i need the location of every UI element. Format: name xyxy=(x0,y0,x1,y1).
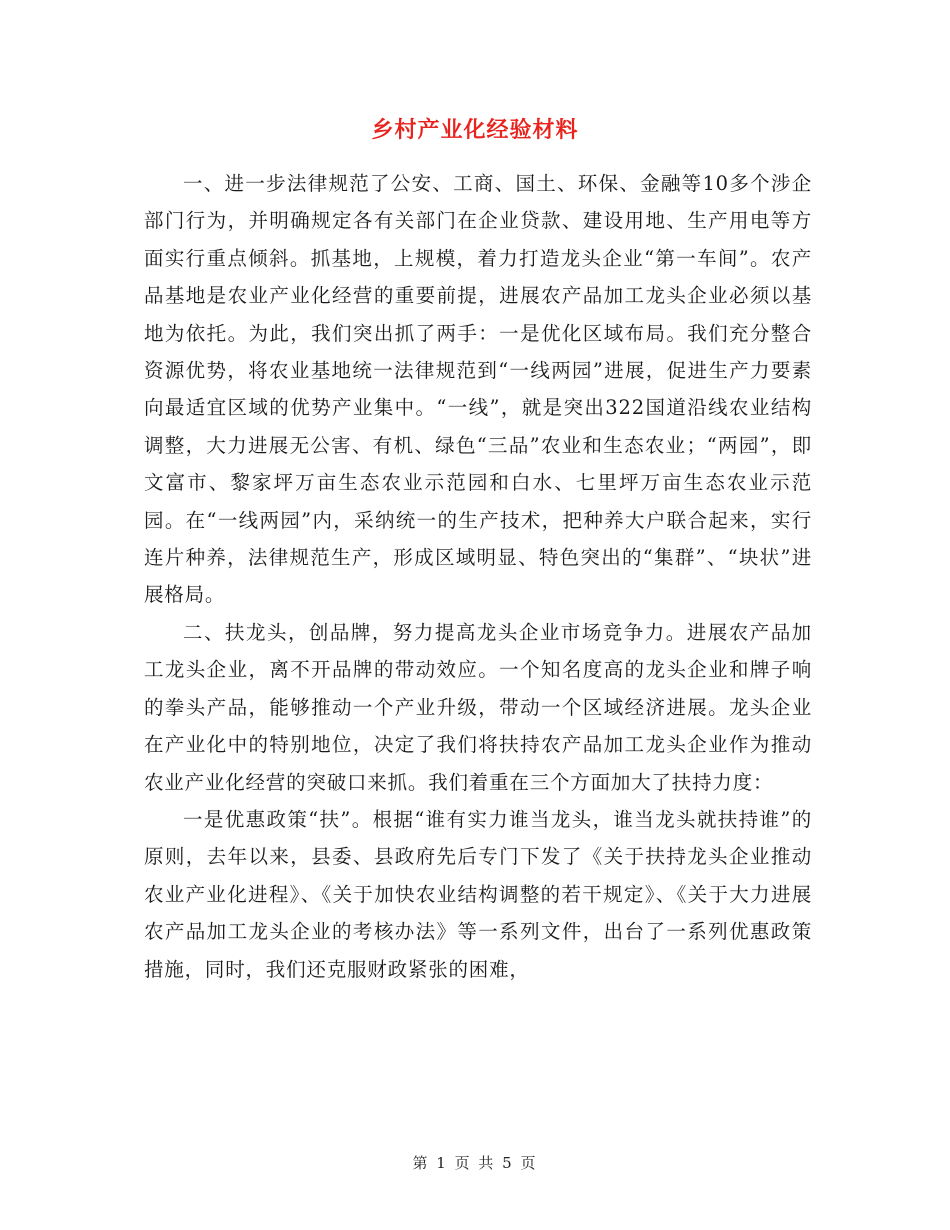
document-body xyxy=(144,165,812,988)
document-title: 乡村产业化经验材料 xyxy=(371,118,579,143)
page-number-footer: 第 1 页 共 5 页 xyxy=(412,1154,538,1172)
paragraph-2: 二、扶龙头，创品牌，努力提高龙头企业市场竞争力。进展农产品加工龙头企业，离不开品牌的带动效应。一个知名度高的龙头企业和牌子响的拳头产品，能够推动一个产业升级，带动一个区域经济进展。龙头企业在产业化中的特别地位，决定了我们将扶持农产品加工龙头企业作为推动农业产业化经营的突破口来抓。我们着重在三个方面加大了扶持力度： xyxy=(144,620,812,794)
paragraph-1: 一、进一步法律规范了公安、工商、国土、环保、金融等10多个涉企部门行为，并明确规定各有关部门在企业贷款、建设用地、生产用电等方面实行重点倾斜。抓基地，上规模，着力打造龙头企业“第一车间”。农产品基地是农业产业化经营的重要前提，进展农产品加工龙头企业必须以基地为依托。为此，我们突出抓了两手：一是优化区域布局。我们充分整合资源优势，将农业基地统一法律规范到“一线两园”进展，促进生产力要素向最适宜区域的优势产业集中。“一线”，就是突出322国道沿线农业结构调整，大力进展无公害、有机、绿色“三品”农业和生态农业；“两园”，即文富市、黎家坪万亩生态农业示范园和白水、七里坪万亩生态农业示范园。在“一线两园”内，采纳统一的生产技术，把种养大户联合起来，实行连片种养，法律规范生产，形成区域明显、特色突出的“集群”、“块状”进展格局。 xyxy=(144,172,812,607)
paragraph-3: 一是优惠政策“扶”。根据“谁有实力谁当龙头，谁当龙头就扶持谁”的原则，去年以来，县委、县政府先后专门下发了《关于扶持龙头企业推动农业产业化进程》、《关于加快农业结构调整的若干规定》、《关于大力进展农产品加工龙头企业的考核办法》等一系列文件，出台了一系列优惠政策措施，同时，我们还克服财政紧张的困难， xyxy=(144,807,812,981)
